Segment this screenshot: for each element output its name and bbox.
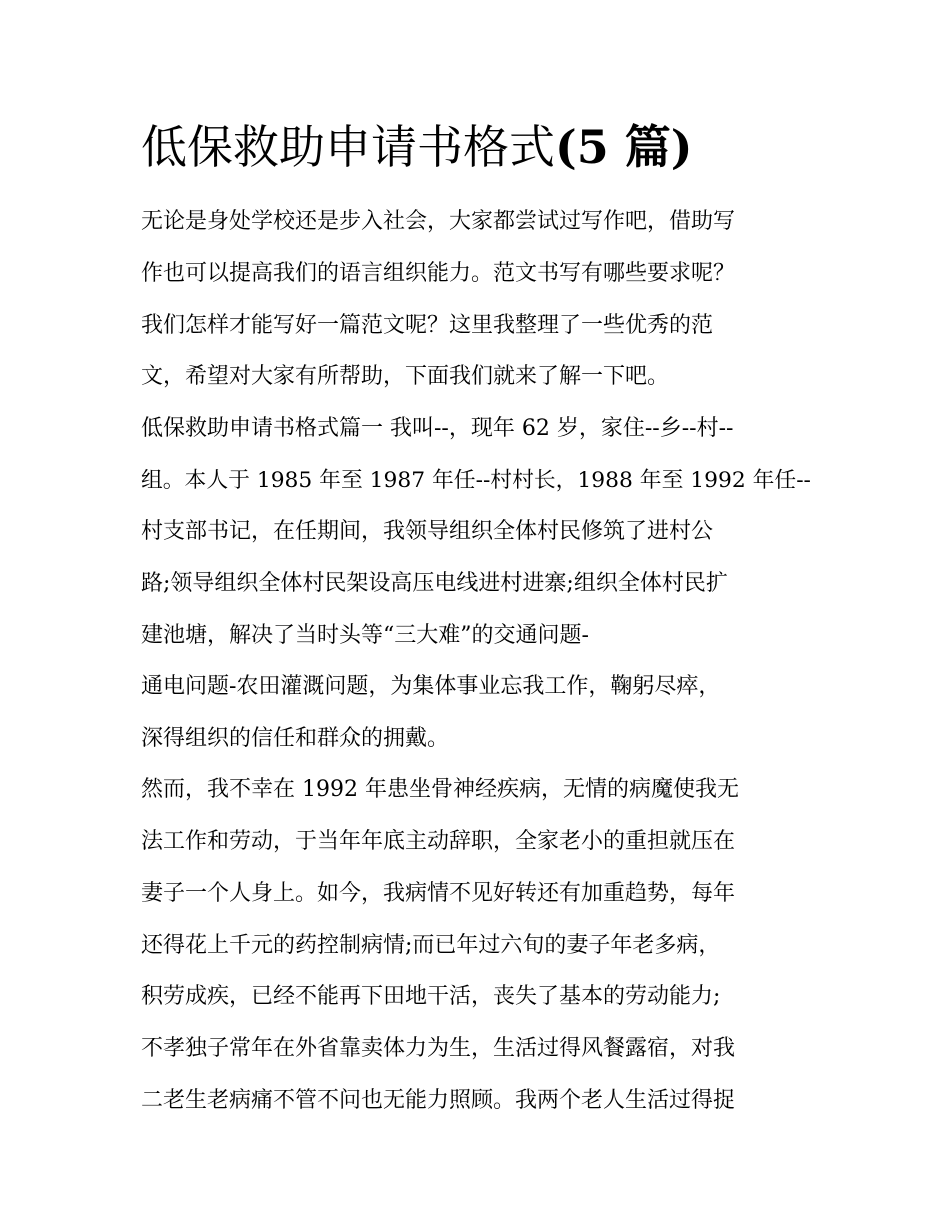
text-line: 作也可以提高我们的语言组织能力。范文书写有哪些要求呢？ [141,261,736,286]
text-line: 通电问题-农田灌溉问题，为集体事业忘我工作，鞠躬尽瘁， [141,674,721,699]
page-title [141,112,693,182]
text-line: 法工作和劳动，于当年年底主动辞职，全家老小的重担就压在 [141,829,736,854]
text-line: 文，希望对大家有所帮助，下面我们就来了解一下吧。 [141,364,670,389]
text-line: 无论是身处学校还是步入社会，大家都尝试过写作吧，借助写 [141,209,736,234]
text-line: 组。本人于 1985 年至 1987 年任--村村长，1988 年至 1992 年任-- [141,468,811,493]
text-line: 然而，我不幸在 1992 年患坐骨神经疾病，无情的病魔使我无 [141,777,739,802]
text-line: 二老生老病痛不管不问也无能力照顾。我两个老人生活过得捉 [141,1088,736,1113]
title-count: (5 篇) [555,120,693,174]
text-line: 妻子一个人身上。如今，我病情不见好转还有加重趋势，每年 [141,881,736,906]
text-line: 村支部书记，在任期间，我领导组织全体村民修筑了进村公 [141,519,714,544]
title-text: 低保救助申请书格式 [141,120,555,174]
text-line: 建池塘，解决了当时头等“三大难”的交通问题- [141,623,589,648]
text-line: 积劳成疾，已经不能再下田地干活，丧失了基本的劳动能力; [141,984,721,1009]
text-line: 深得组织的信任和群众的拥戴。 [141,726,450,751]
text-line: 路;领导组织全体村民架设高压电线进村进寨;组织全体村民扩 [141,571,728,596]
text-line: 我们怎样才能写好一篇范文呢？这里我整理了一些优秀的范 [141,313,714,338]
text-line: 不孝独子常年在外省靠卖体力为生，生活过得风餐露宿，对我 [141,1036,736,1061]
text-line: 低保救助申请书格式篇一 我叫--，现年 62 岁，家住--乡--村-- [141,416,734,441]
text-line: 还得花上千元的药控制病情;而已年过六旬的妻子年老多病， [141,933,721,958]
